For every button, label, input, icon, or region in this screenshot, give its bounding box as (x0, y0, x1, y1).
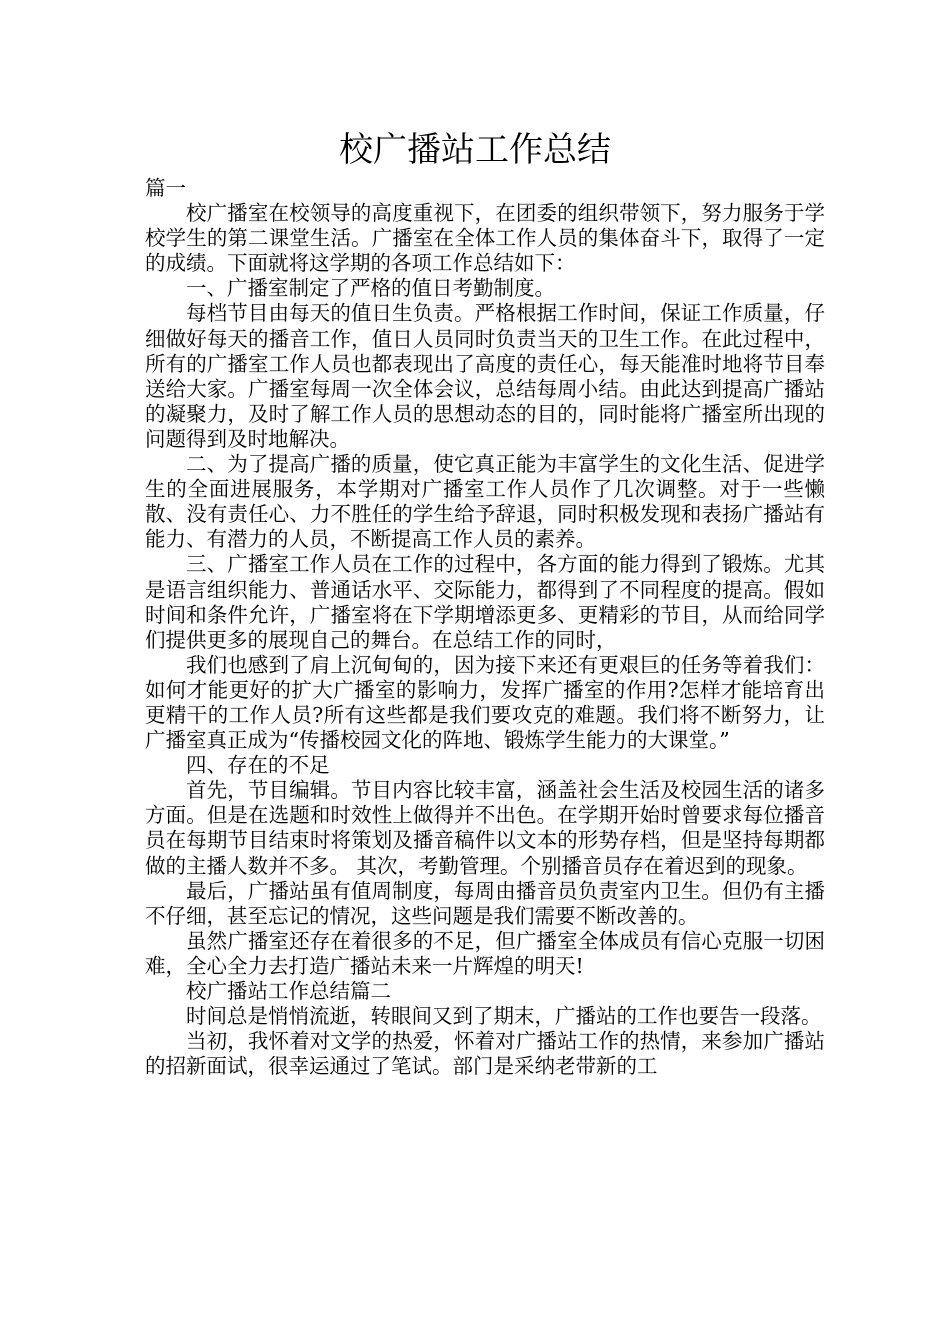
document-title: 校广播站工作总结 (339, 130, 611, 170)
paragraph: 三、广播室工作人员在工作的过程中，各方面的能力得到了锻炼。尤其是语言组织能力、普通话水平、交际能力，都得到了不同程度的提高。假如时间和条件允许，广播室将在下学期增添更多、更精彩的节目，从而给同学们提供更多的展现自己的舞台。在总结工作的同时， (145, 552, 825, 652)
paragraph: 一、广播室制定了严格的值日考勤制度。 (186, 276, 555, 301)
paragraph: 校广播室在校领导的高度重视下，在团委的组织带领下，努力服务于学校学生的第二课堂生活。广播室在全体工作人员的集体奋斗下，取得了一定的成绩。下面就将这学期的各项工作总结如下： (145, 201, 825, 276)
document-body (145, 176, 825, 1079)
paragraph: 四、存在的不足 (186, 753, 330, 778)
paragraph: 时间总是悄悄流逝，转眼间又到了期末，广播站的工作也要告一段落。 (186, 1004, 822, 1029)
paragraph: 虽然广播室还存在着很多的不足，但广播室全体成员有信心克服一切困难，全心全力去打造广播站未来一片辉煌的明天! (145, 928, 825, 978)
paragraph: 首先，节目编辑。节目内容比较丰富，涵盖社会生活及校园生活的诸多方面。但是在选题和时效性上做得并不出色。在学期开始时曾要求每位播音员在每期节目结束时将策划及播音稿件以文本的形势存档，但是坚持每期都做的主播人数并不多。 其次，考勤管理。个别播音员存在着迟到的现象。 (145, 778, 825, 878)
paragraph: 我们也感到了肩上沉甸甸的，因为接下来还有更艰巨的任务等着我们：如何才能更好的扩大广播室的影响力，发挥广播室的作用?怎样才能培育出更精干的工作人员?所有这些都是我们要攻克的难题。我们将不断努力，让广播室真正成为“传播校园文化的阵地、锻炼学生能力的大课堂。” (145, 652, 825, 753)
paragraph: 最后，广播站虽有值周制度，每周由播音员负责室内卫生。但仍有主播不仔细，甚至忘记的情况，这些问题是我们需要不断改善的。 (145, 878, 825, 928)
paragraph: 校广播站工作总结篇二 (186, 979, 391, 1003)
paragraph: 当初，我怀着对文学的热爱，怀着对广播站工作的热情，来参加广播站的招新面试，很幸运通过了笔试。部门是采纳老带新的工 (145, 1029, 825, 1079)
paragraph: 每档节目由每天的值日生负责。严格根据工作时间，保证工作质量，仔细做好每天的播音工作，值日人员同时负责当天的卫生工作。在此过程中，所有的广播室工作人员也都表现出了高度的责任心，每天能准时地将节目奉送给大家。广播室每周一次全体会议，总结每周小结。由此达到提高广播站的凝聚力，及时了解工作人员的思想动态的目的，同时能将广播室所出现的问题得到及时地解决。 (145, 301, 825, 451)
paragraph: 二、为了提高广播的质量，使它真正能为丰富学生的文化生活、促进学生的全面进展服务，本学期对广播室工作人员作了几次调整。对于一些懒散、没有责任心、力不胜任的学生给予辞退，同时积极发现和表扬广播站有能力、有潜力的人员，不断提高工作人员的素养。 (145, 452, 825, 552)
paragraph: 篇一 (145, 176, 186, 200)
